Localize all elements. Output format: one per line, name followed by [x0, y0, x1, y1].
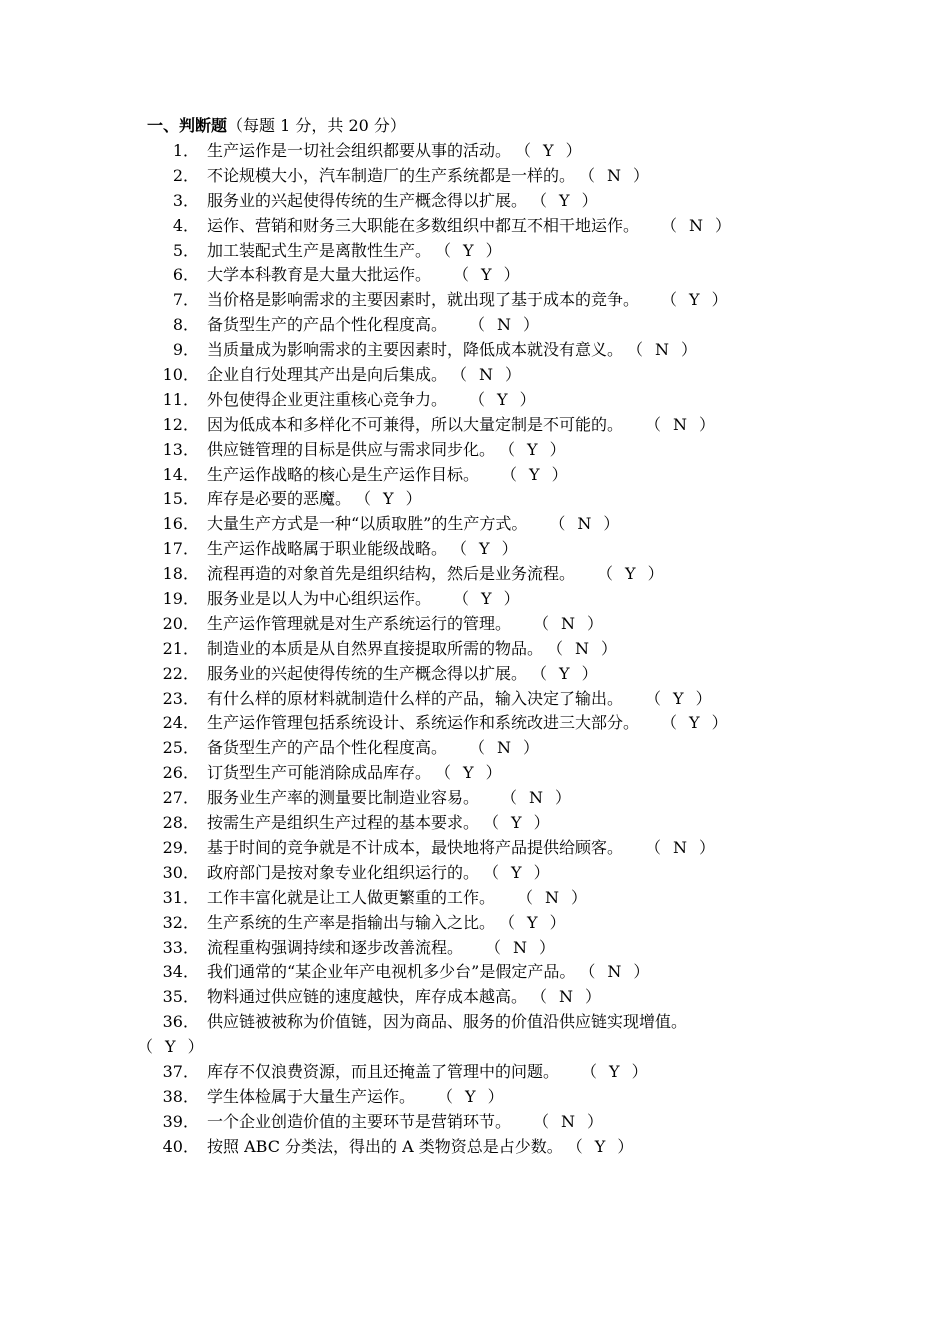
answer-value: Y — [594, 1136, 606, 1156]
answer-value: N — [673, 837, 688, 857]
question-line — [145, 786, 825, 811]
answer-mark: （ Y ） — [355, 487, 422, 512]
question-text: 订货型生产可能消除成品库存。 — [207, 763, 432, 783]
question-line — [145, 164, 825, 189]
question-text: 库存不仅浪费资源，而且还掩盖了管理中的问题。 — [207, 1061, 560, 1081]
question-item — [145, 960, 825, 985]
question-text: 大量生产方式是一种“以质取胜”的生产方式。 — [207, 514, 528, 534]
answer-value: N — [577, 514, 592, 534]
answer-mark: （ N ） — [533, 1110, 603, 1135]
answer-value: N — [561, 613, 576, 633]
question-line — [145, 139, 825, 164]
question-number: 29． — [162, 837, 199, 857]
question-text: 当质量成为影响需求的主要因素时，降低成本就没有意义。 — [207, 340, 624, 360]
answer-value: Y — [559, 663, 570, 683]
question-item — [145, 512, 825, 537]
answer-mark: （ N ） — [645, 413, 715, 438]
question-text: 基于时间的竞争就是不计成本，最快地将产品提供给顾客。 — [207, 837, 624, 857]
question-line — [145, 413, 825, 438]
question-item — [145, 164, 825, 189]
question-line — [145, 960, 825, 985]
question-number: 1． — [172, 141, 199, 160]
answer-value: N — [497, 738, 512, 758]
question-item — [145, 413, 825, 438]
section-title-main: 一、判断题 — [147, 116, 228, 135]
question-line — [145, 338, 825, 363]
answer-value: Y — [529, 464, 540, 484]
question-text: 当价格是影响需求的主要因素时，就出现了基于成本的竞争。 — [207, 290, 640, 310]
answer-value: Y — [511, 862, 522, 882]
question-item — [145, 388, 825, 413]
question-line — [145, 1085, 825, 1110]
question-number: 31． — [162, 887, 199, 907]
answer-value: Y — [511, 813, 522, 833]
answer-value: Y — [543, 141, 554, 160]
question-item — [145, 338, 825, 363]
question-line — [145, 313, 825, 338]
answer-mark: （ Y ） — [581, 1060, 648, 1085]
question-item — [145, 1060, 825, 1085]
question-text: 库存是必要的恶魔。 — [207, 489, 352, 509]
question-number: 37． — [162, 1061, 199, 1081]
question-line — [145, 438, 825, 463]
question-item — [145, 562, 825, 587]
question-number: 8． — [172, 315, 199, 335]
question-text: 按需生产是组织生产过程的基本要求。 — [207, 813, 480, 833]
question-text: 学生体检属于大量生产运作。 — [207, 1086, 416, 1106]
answer-mark: （ N ） — [501, 786, 571, 811]
answer-value: Y — [481, 265, 492, 285]
question-text: 因为低成本和多样化不可兼得，所以大量定制是不可能的。 — [207, 414, 624, 434]
question-item — [145, 313, 825, 338]
question-number: 23． — [162, 688, 199, 708]
question-number: 27． — [162, 788, 199, 808]
question-number: 35． — [162, 987, 199, 1007]
answer-mark: （ Y ） — [501, 463, 568, 488]
question-item — [145, 836, 825, 861]
question-text: 政府部门是按对象专业化组织运行的。 — [207, 862, 480, 882]
question-line — [145, 487, 825, 512]
answer-mark: （ N ） — [579, 164, 649, 189]
answer-mark: （ Y ） — [597, 562, 664, 587]
question-line — [145, 463, 825, 488]
answer-mark: （ Y ） — [469, 388, 536, 413]
answer-value: Y — [481, 589, 492, 609]
question-text: 按照 ABC 分类法，得出的 A 类物资总是占少数。 — [207, 1136, 563, 1156]
answer-mark: （ N ） — [579, 960, 649, 985]
question-text: 服务业是以人为中心组织运作。 — [207, 589, 432, 609]
question-line — [145, 886, 825, 911]
answer-mark: （ N ） — [661, 214, 731, 239]
answer-mark: （ Y ） — [483, 811, 550, 836]
question-number: 33． — [162, 937, 199, 957]
question-line — [145, 985, 825, 1010]
answer-mark: （ Y ） — [435, 239, 502, 264]
question-item — [145, 1135, 825, 1160]
question-line — [145, 388, 825, 413]
section-title-note: （每题 1 分，共 20 分） — [227, 116, 406, 135]
question-number: 30． — [162, 862, 199, 882]
question-number: 9． — [172, 340, 199, 360]
question-item — [145, 761, 825, 786]
question-line — [145, 662, 825, 687]
question-line — [145, 263, 825, 288]
question-item — [145, 711, 825, 736]
answer-mark: （ Y ） — [567, 1135, 634, 1160]
question-line — [145, 811, 825, 836]
question-text: 我们通常的“某企业年产电视机多少台”是假定产品。 — [207, 962, 576, 982]
question-number: 15． — [162, 489, 199, 509]
question-text: 备货型生产的产品个性化程度高。 — [207, 315, 448, 335]
answer-mark: （ N ） — [485, 936, 555, 961]
answer-mark: （ Y ） — [483, 861, 550, 886]
question-text: 不论规模大小，汽车制造厂的生产系统都是一样的。 — [207, 165, 576, 185]
question-item — [145, 786, 825, 811]
question-text: 大学本科教育是大量大批运作。 — [207, 265, 432, 285]
answer-value: Y — [463, 763, 474, 783]
question-text: 供应链管理的目标是供应与需求同步化。 — [207, 439, 496, 459]
question-text: 生产运作是一切社会组织都要从事的活动。 — [207, 141, 512, 160]
answer-mark: （ N ） — [547, 637, 617, 662]
answer-mark: （ N ） — [627, 338, 697, 363]
answer-mark: （ Y ） — [531, 189, 598, 214]
question-text: 运作、营销和财务三大职能在多数组织中都互不相干地运作。 — [207, 215, 640, 235]
question-text: 服务业生产率的测量要比制造业容易。 — [207, 788, 480, 808]
question-number: 11． — [162, 389, 199, 409]
question-line — [145, 363, 825, 388]
question-text: 一个企业创造价值的主要环节是营销环节。 — [207, 1111, 512, 1131]
section-title — [147, 114, 406, 138]
answer-value: Y — [165, 1037, 176, 1057]
question-line — [145, 189, 825, 214]
answer-value: N — [559, 987, 574, 1007]
question-number: 38． — [162, 1086, 199, 1106]
question-item — [145, 1110, 825, 1135]
question-item — [145, 612, 825, 637]
question-number: 39． — [162, 1111, 199, 1131]
answer-value: N — [497, 315, 512, 335]
question-number: 34． — [162, 962, 199, 982]
question-text: 生产运作战略属于职业能级战略。 — [207, 539, 448, 559]
answer-mark: （ Y ） — [453, 587, 520, 612]
answer-value: Y — [527, 439, 538, 459]
question-text: 流程再造的对象首先是组织结构，然后是业务流程。 — [207, 564, 576, 584]
answer-value: N — [673, 414, 688, 434]
answer-value: N — [561, 1111, 576, 1131]
question-text: 外包使得企业更注重核心竞争力。 — [207, 389, 448, 409]
answer-value: Y — [609, 1061, 620, 1081]
question-line — [145, 587, 825, 612]
answer-value: Y — [689, 290, 700, 310]
answer-mark: （ Y ） — [451, 537, 518, 562]
question-number: 19． — [162, 589, 199, 609]
question-line — [145, 288, 825, 313]
answer-mark: （ Y ） — [499, 911, 566, 936]
answer-value: N — [655, 340, 670, 360]
question-number: 6． — [172, 265, 199, 285]
question-item — [145, 438, 825, 463]
answer-value: Y — [689, 713, 700, 733]
answer-value: N — [607, 165, 622, 185]
question-item — [145, 911, 825, 936]
question-item — [145, 936, 825, 961]
answer-value: N — [529, 788, 544, 808]
question-list — [137, 139, 825, 1160]
question-item — [145, 363, 825, 388]
question-number: 17． — [162, 539, 199, 559]
question-continuation — [137, 1035, 825, 1060]
question-line — [145, 214, 825, 239]
question-line — [145, 711, 825, 736]
answer-value: N — [545, 887, 560, 907]
question-text: 备货型生产的产品个性化程度高。 — [207, 738, 448, 758]
answer-mark: （ Y ） — [435, 761, 502, 786]
answer-mark: （ Y ） — [661, 288, 728, 313]
question-item — [145, 637, 825, 662]
question-text: 生产运作管理包括系统设计、系统运作和系统改进三大部分。 — [207, 713, 640, 733]
answer-value: Y — [479, 539, 490, 559]
answer-mark: （ Y ） — [515, 139, 582, 164]
answer-value: Y — [497, 389, 508, 409]
answer-mark: （ Y ） — [645, 687, 712, 712]
answer-value: Y — [559, 190, 570, 210]
question-line — [145, 1060, 825, 1085]
question-item — [145, 463, 825, 488]
question-number: 3． — [172, 190, 199, 210]
answer-value: Y — [383, 489, 394, 509]
question-item — [145, 189, 825, 214]
question-item — [145, 886, 825, 911]
answer-value: Y — [463, 240, 474, 260]
question-text: 生产运作管理就是对生产系统运行的管理。 — [207, 613, 512, 633]
answer-value: N — [575, 638, 590, 658]
question-item — [145, 239, 825, 264]
question-line — [145, 1135, 825, 1160]
answer-mark: （ Y ） — [137, 1035, 204, 1060]
question-number: 7． — [172, 290, 199, 310]
question-line — [145, 512, 825, 537]
question-item — [145, 736, 825, 761]
question-line — [145, 911, 825, 936]
question-text: 生产系统的生产率是指输出与输入之比。 — [207, 912, 496, 932]
answer-value: N — [513, 937, 528, 957]
question-line — [145, 687, 825, 712]
question-number: 24． — [162, 713, 199, 733]
answer-value: N — [479, 365, 494, 385]
question-text: 有什么样的原材料就制造什么样的产品，输入决定了输出。 — [207, 688, 624, 708]
question-line — [145, 612, 825, 637]
question-text: 生产运作战略的核心是生产运作目标。 — [207, 464, 480, 484]
answer-mark: （ N ） — [549, 512, 619, 537]
answer-value: N — [689, 215, 704, 235]
answer-mark: （ N ） — [451, 363, 521, 388]
question-line — [145, 861, 825, 886]
question-line — [145, 936, 825, 961]
answer-mark: （ N ） — [469, 736, 539, 761]
answer-mark: （ Y ） — [531, 662, 598, 687]
answer-mark: （ N ） — [517, 886, 587, 911]
question-number: 14． — [162, 464, 199, 484]
answer-mark: （ Y ） — [437, 1085, 504, 1110]
answer-mark: （ Y ） — [661, 711, 728, 736]
question-item — [145, 1085, 825, 1110]
answer-value: Y — [527, 912, 538, 932]
question-line — [145, 239, 825, 264]
question-item — [145, 139, 825, 164]
question-text: 工作丰富化就是让工人做更繁重的工作。 — [207, 887, 496, 907]
question-text: 服务业的兴起使得传统的生产概念得以扩展。 — [207, 663, 528, 683]
question-number: 25． — [162, 738, 199, 758]
question-item — [145, 985, 825, 1010]
question-number: 16． — [162, 514, 199, 534]
question-line — [145, 1010, 825, 1035]
question-item — [145, 487, 825, 512]
answer-value: N — [607, 962, 622, 982]
question-line — [145, 736, 825, 761]
question-item — [145, 537, 825, 562]
answer-mark: （ Y ） — [499, 438, 566, 463]
question-item — [145, 214, 825, 239]
answer-value: Y — [625, 564, 636, 584]
question-text: 服务业的兴起使得传统的生产概念得以扩展。 — [207, 190, 528, 210]
question-line — [145, 836, 825, 861]
question-item — [145, 288, 825, 313]
question-number: 36． — [162, 1012, 199, 1032]
question-text: 加工装配式生产是离散性生产。 — [207, 240, 432, 260]
question-text: 企业自行处理其产出是向后集成。 — [207, 365, 448, 385]
question-number: 4． — [172, 215, 199, 235]
question-item — [145, 811, 825, 836]
question-item — [137, 1010, 825, 1060]
question-number: 26． — [162, 763, 199, 783]
question-number: 10． — [162, 365, 199, 385]
answer-value: Y — [673, 688, 684, 708]
question-number: 40． — [162, 1136, 199, 1156]
question-item — [145, 587, 825, 612]
question-number: 12． — [162, 414, 199, 434]
question-item — [145, 662, 825, 687]
answer-mark: （ N ） — [533, 612, 603, 637]
question-number: 32． — [162, 912, 199, 932]
answer-mark: （ N ） — [469, 313, 539, 338]
question-line — [145, 637, 825, 662]
answer-mark: （ Y ） — [453, 263, 520, 288]
answer-mark: （ N ） — [645, 836, 715, 861]
question-text: 制造业的本质是从自然界直接提取所需的物品。 — [207, 638, 544, 658]
question-number: 22． — [162, 663, 199, 683]
answer-mark: （ N ） — [531, 985, 601, 1010]
question-item — [145, 861, 825, 886]
question-text: 流程重构强调持续和逐步改善流程。 — [207, 937, 464, 957]
answer-value: Y — [465, 1086, 476, 1106]
question-text: 物料通过供应链的速度越快，库存成本越高。 — [207, 987, 528, 1007]
question-number: 18． — [162, 564, 199, 584]
question-line — [145, 1110, 825, 1135]
question-line — [145, 562, 825, 587]
question-number: 13． — [162, 439, 199, 459]
question-item — [145, 687, 825, 712]
question-number: 20． — [162, 613, 199, 633]
question-number: 21． — [162, 638, 199, 658]
question-text: 供应链被被称为价值链，因为商品、服务的价值沿供应链实现增值。 — [207, 1012, 688, 1032]
question-line — [145, 761, 825, 786]
question-number: 28． — [162, 813, 199, 833]
question-number: 2． — [172, 165, 199, 185]
question-line — [145, 537, 825, 562]
question-item — [145, 263, 825, 288]
question-number: 5． — [172, 240, 199, 260]
